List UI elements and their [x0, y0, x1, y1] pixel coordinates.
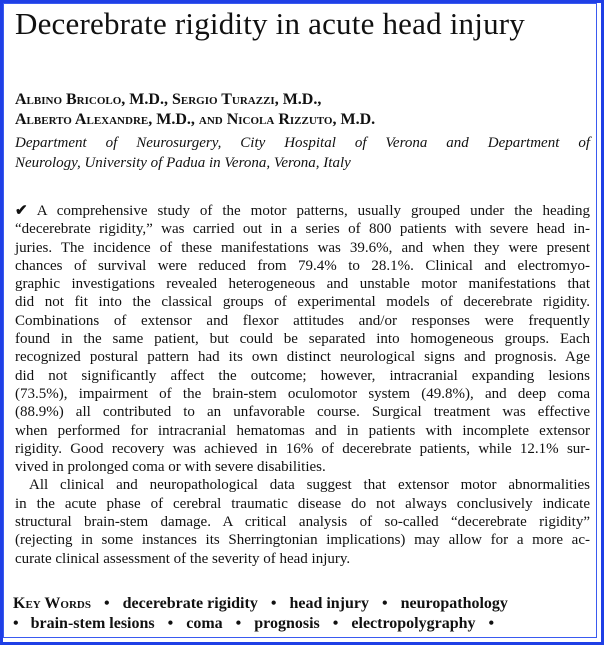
author-line: Alberto Alexandre, M.D., and Nicola Rizzuto, M.D.	[15, 111, 376, 128]
keywords: Key Words • decerebrate rigidity • head injury • neuropathology • brain-stem lesions • coma • prognosis • electropolygraphy •	[13, 595, 508, 632]
authors	[15, 90, 375, 130]
affiliation	[15, 133, 590, 173]
abstract-line: graphic investigations revealed heterogeneous and unstable motor manifestations that	[15, 276, 590, 293]
abstract-line: vived in prolonged coma or with severe disabilities.	[15, 459, 326, 476]
abstract-line: chances of survival were reduced from 79.4% to 28.1%. Clinical and electromyo-	[15, 257, 590, 274]
keyword: neuropathology	[400, 595, 508, 612]
abstract-line: structural brain-stem damage. A critical analysis of so-called “decerebrate rigidity”	[15, 514, 590, 531]
abstract-line: ✔ A comprehensive study of the motor patterns, usually grouped under the heading	[15, 203, 590, 219]
abstract	[15, 202, 590, 568]
abstract-line: curate clinical assessment of the severity of head injury.	[15, 550, 351, 567]
abstract-line: recognized postural pattern had its own distinct neurological signs and prognosis. Age	[15, 349, 590, 366]
abstract-line: (rejecting in some instances its Sherringtonian implications) may allow for a more ac-	[15, 532, 590, 549]
abstract-line: did not significantly affect the outcome; however, intracranial expanding lesions	[15, 367, 590, 384]
keywords-label: Key Words	[13, 595, 91, 612]
abstract-line: rigidity. Good recovery was achieved in 16% of decerebrate patients, while 12.1% sur-	[15, 440, 590, 457]
abstract-line: when performed for intracranial hematomas and in patients with incomplete extensor	[15, 422, 590, 439]
keyword: electropolygraphy	[351, 615, 476, 632]
keyword: brain-stem lesions	[30, 615, 155, 632]
abstract-line: found in the same patient, but could be separated into homogeneous groups. Each	[15, 331, 590, 348]
keyword: coma	[186, 615, 223, 632]
abstract-line: (73.5%), impairment of the brain-stem oculomotor system (49.8%), and deep coma	[15, 385, 590, 402]
check-mark-icon: ✔	[15, 203, 28, 219]
author-line: Albino Bricolo, M.D., Sergio Turazzi, M.D.,	[15, 91, 322, 108]
abstract-line: (88.9%) all contributed to an unfavorable course. Surgical treatment was effective	[15, 404, 590, 421]
abstract-line: “decerebrate rigidity,” was carried out in a series of 800 patients with severe head in-	[15, 221, 590, 238]
abstract-line: did not fit into the classical groups of experimental models of decerebrate rigidity.	[15, 294, 590, 311]
article-title: Decerebrate rigidity in acute head injury	[15, 6, 525, 41]
abstract-line: juries. The incidence of these manifestations was 39.6%, and when they were present	[15, 239, 590, 256]
abstract-line: in the acute phase of cerebral traumatic disease do not always conclusively indicate	[15, 495, 590, 512]
affiliation-line: Neurology, University of Padua in Verona, Verona, Italy	[15, 155, 351, 171]
abstract-line: All clinical and neuropathological data suggest that extensor motor abnormalities	[29, 477, 590, 494]
keyword: decerebrate rigidity	[122, 595, 258, 612]
affiliation-line: Department of Neurosurgery, City Hospital of Verona and Department of	[15, 135, 590, 151]
abstract-line: Combinations of extensor and flexor attitudes and/or responses were frequently	[15, 312, 590, 329]
keyword: head injury	[289, 595, 370, 612]
keyword: prognosis	[254, 615, 320, 632]
